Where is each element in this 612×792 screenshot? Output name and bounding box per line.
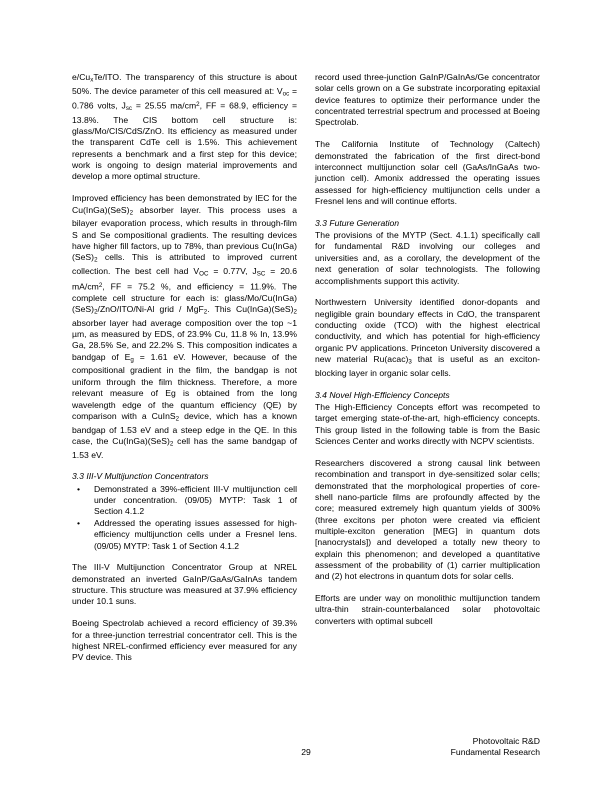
footer-line-subprogram: Fundamental Research	[450, 747, 540, 758]
paragraph-researchers-discovered: Researchers discovered a strong causal link between recombination and transport in dye-sensitized solar cells; demonstrated that the morphological properties of core-shell nano-particle films are profoundly affected by the core; measured extremely high quantum yields of 300% (three excitons per photon were created via efficient multiple-exciton generation [MEG] in quantum dots [nanocrystals]) and developed a totally new theory to explain this phenomenon; and developed a quantitative assessment of the probability of (1) carrier multiplication and (2) hot electrons in quantum dots for solar cells.	[315, 457, 540, 582]
section-heading-3-3-future-generation: 3.3 Future Generation	[315, 217, 400, 228]
text-run: = 25.55 ma/cm	[132, 101, 197, 111]
text-run: device, which has a known bandgap of 1.53 eV and a steep edge in the QE. In this case, the Cu(InGa)(SeS)	[72, 410, 297, 446]
subscript-2: 2	[94, 308, 98, 316]
text-run: absorber layer had average composition over the top ~1 µm, as measured by EDS, of 23.9% Cu, 11.8 % In, 13.9% Ga, 28.5% Se, and 22.2% S. This composition indicates a bandgap of E	[72, 317, 297, 362]
text-run: e/Cu	[72, 72, 91, 82]
text-run: absorber layer. This process uses a bilayer evaporation process, which results in through-film S and Se compositional gradients. The resulting devices have higher fill factors, up to 78%, than previous Cu(InGa)(SeS)	[72, 204, 297, 263]
text-run: Te/ITO. The transparency of this structure is about 50%. The device parameter of this cell measured at: V	[72, 72, 297, 96]
paragraph-cute-ito	[72, 72, 297, 183]
paragraph-high-efficiency-concepts: The High-Efficiency Concepts effort was recompeted to target emerging state-of-the-art, high-efficiency concepts. This group listed in the following table is from the Basic Sciences Center and works directly with NCPV scientists.	[315, 401, 540, 446]
subscript-sc: SC	[256, 270, 266, 278]
two-column-body	[72, 72, 540, 702]
paragraph-northwestern-princeton	[315, 297, 540, 379]
right-column	[315, 72, 540, 702]
subscript-oc: oc	[282, 90, 290, 98]
paragraph-boeing-spectrolab: Boeing Spectrolab achieved a record efficiency of 39.3% for a three-junction terrestrial concentrator cell. This is the highest NREL-confirmed efficiency ever measured for any PV device. This	[72, 618, 297, 663]
section-heading-3-3-iii-v: 3.3 III-V Multijunction Concentrators	[72, 471, 209, 482]
paragraph-record-three-junction: record used three-junction GaInP/GaInAs/Ge concentrator solar cells grown on a Ge substrate incorporating epitaxial device features to optimize their performance under the concentrated terrestrial spectrum and processed at Boeing Spectrolab.	[315, 72, 540, 128]
text-run: = 0.786 volts, J	[72, 85, 298, 111]
subscript-2: 2	[129, 208, 134, 216]
page-number: 29	[301, 747, 311, 757]
bullet-list-iii-v	[72, 484, 297, 552]
subscript-g: g	[130, 356, 134, 364]
paragraph-nrel-concentrator-group: The III-V Multijunction Concentrator Group at NREL demonstrated an inverted GaInP/GaAs/GaInAs tandem structure. This structure was measured at 37.9% efficiency under 10.1 suns.	[72, 562, 297, 607]
text-run: . This Cu(InGa)(SeS)	[207, 304, 294, 315]
text-run: = 0.77V, J	[208, 266, 257, 277]
text-run: Improved efficiency has been demonstrated by IEC for the Cu(InGa)(SeS)	[72, 193, 297, 215]
subscript-2: 2	[293, 308, 297, 316]
list-item	[72, 484, 297, 518]
section-heading-3-4-novel-concepts: 3.4 Novel High-Efficiency Concepts	[315, 389, 450, 400]
subscript-2: 2	[94, 256, 98, 264]
text-run: , FF = 68.9, efficiency = 13.8%. The CIS bottom cell structure is: glass/Mo/CIS/CdS/ZnO. Its efficiency as measured under the transparent CdTe cell is 1.5%. This achievement represents a benchmark and a first step for this device; work is ongoing to design material improvements and develop a more optimal structure.	[72, 101, 297, 182]
subscript-sc: sc	[125, 105, 133, 113]
subscript-3: 3	[408, 358, 412, 366]
footer-branding	[451, 736, 540, 759]
bullet-icon: •	[77, 517, 81, 528]
bullet-icon: •	[77, 483, 81, 494]
paragraph-monolithic-multijunction: Efforts are under way on monolithic multijunction tandem ultra-thin strain-counterbalanced solar photovoltaic converters with optimal subcell	[315, 593, 540, 626]
paragraph-mytp-provisions: The provisions of the MYTP (Sect. 4.1.1) specifically call for fundamental R&D involving our colleges and universities and, as a corollary, the development of the next generation of solar technologists. The following accomplishments support this activity.	[315, 230, 540, 286]
text-run: /ZnO/ITO/Ni-Al grid / MgF	[97, 304, 204, 315]
text-run: that is useful as an exciton-blocking layer in organic solar cells.	[315, 354, 540, 378]
text-run: cells. This is attributed to improved current collection. The best cell had V	[72, 252, 297, 277]
paragraph-caltech: The California Institute of Technology (Caltech) demonstrated the fabrication of the first direct-bond interconnect multijunction solar cell (GaAs/InGaAs two-junction cell). Amonix addressed the operating issues assessed for high-efficiency multijunction cells under a Fresnel lens and will continue efforts.	[315, 139, 540, 206]
list-item-label: Demonstrated a 39%-efficient III-V multijunction cell under concentration. (09/05) MYTP: Task 1 of Section 4.1.2	[94, 483, 297, 517]
subscript-2: 2	[175, 415, 180, 423]
subscript-oc: OC	[199, 270, 209, 278]
list-item-label: Addressed the operating issues assessed for high-efficiency multijunction cells under a Fresnel lens. (09/05) MYTP: Task 1 of Section 4.1.2	[94, 517, 297, 551]
text-run: cell has the same bandgap of 1.53 eV.	[72, 435, 297, 460]
subscript-2: 2	[203, 308, 208, 316]
subscript-2: 2	[169, 440, 174, 448]
footer-line-program: Photovoltaic R&D	[472, 736, 540, 746]
paragraph-improved-efficiency	[72, 193, 297, 461]
superscript-2: 2	[98, 281, 103, 289]
text-run: = 20.6 mA/cm	[72, 266, 297, 292]
page-footer	[72, 736, 540, 770]
left-column	[72, 72, 297, 702]
text-run: , FF = 75.2 %, and efficiency = 11.9%. The complete cell structure for each is: glass/Mo/Cu(InGa)(SeS)	[72, 281, 297, 315]
list-item	[72, 518, 297, 552]
subscript-x: x	[90, 76, 94, 84]
text-run: Northwestern University identified donor-dopants and negligible grain boundary effects in CdO, the transparent conducting oxide (TCO) with the highest electrical conductivity, and which has potential for high-efficiency organic PV applications. Princeton University discovered a new material Ru(acac)	[315, 297, 540, 365]
text-run: = 1.61 eV. However, because of the compositional gradient in the film, the bandgap is not uniform through the film thickness. Therefore, a more relevant measure of Eg is obtained from the long wavelength edge of the quantum efficiency (QE) by comparison with a CuInS	[72, 351, 298, 421]
superscript-2: 2	[196, 101, 200, 109]
